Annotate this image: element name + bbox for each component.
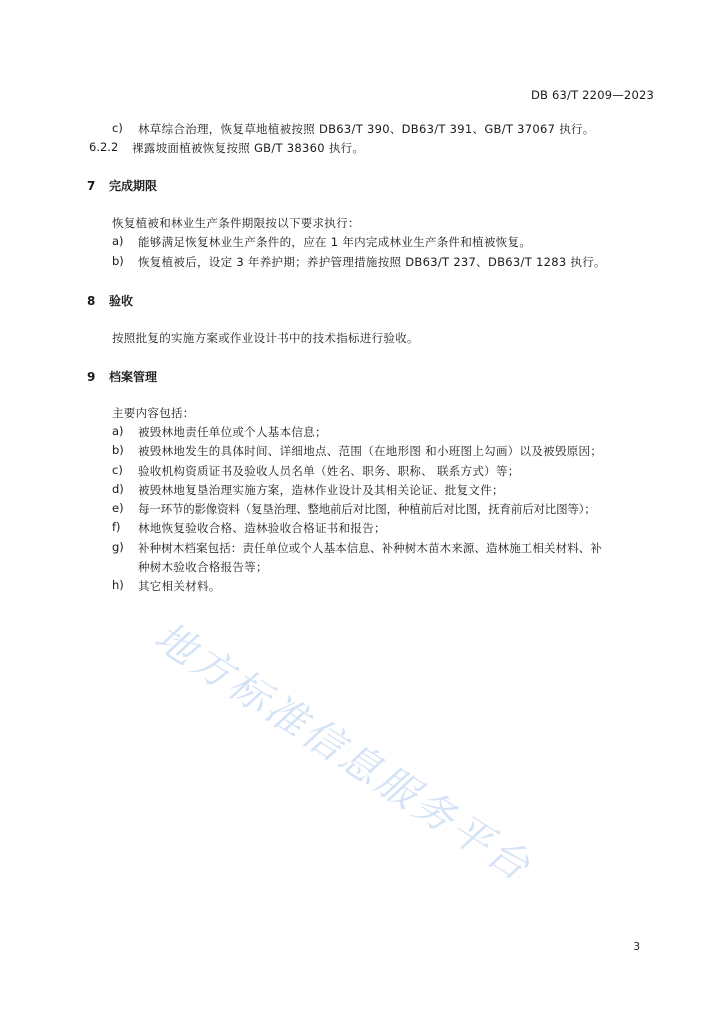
section-8-number: 8 — [87, 294, 96, 308]
item-label-9d: d) — [112, 482, 124, 496]
page-number: 3 — [633, 941, 640, 953]
item-text-9e: 每一环节的影像资料（复垦治理、整地前后对比图，种植前后对比图，抚育前后对比图等）； — [138, 502, 596, 516]
section-8-title: 验收 — [109, 294, 134, 308]
item-text-9b: 被毁林地发生的具体时间、详细地点、范围（在地形图 和小班图上勾画）以及被毁原因； — [138, 444, 603, 458]
section-7-heading — [87, 177, 157, 194]
section-8-text: 按照批复的实施方案或作业设计书中的技术指标进行验收。 — [112, 331, 419, 345]
clause-number-6-2-2: 6.2.2 — [89, 140, 119, 154]
item-text-9g: 补种树木档案包括：责任单位或个人基本信息、补种树木苗木来源、造林施工相关材料、补 — [138, 541, 602, 555]
section-9-title: 档案管理 — [109, 370, 158, 384]
section-9-intro: 主要内容包括： — [112, 406, 195, 420]
item-label-7b: b) — [112, 254, 124, 268]
section-9-number: 9 — [87, 370, 96, 384]
watermark: 地方标准信息服务平台 — [146, 613, 541, 892]
item-text-9d: 被毁林地复垦治理实施方案，造林作业设计及其相关论证、批复文件； — [138, 483, 504, 497]
section-9-heading — [87, 368, 157, 385]
standard-code: DB 63/T 2209—2023 — [530, 88, 654, 102]
section-8-heading — [87, 292, 133, 309]
item-label-9b: b) — [112, 443, 124, 457]
item-label-9g: g) — [112, 540, 124, 554]
item-label-9f: f) — [112, 520, 121, 534]
item-text-9a: 被毁林地责任单位或个人基本信息； — [138, 425, 327, 439]
section-7-title: 完成期限 — [109, 179, 158, 193]
item-label-9a: a) — [112, 424, 124, 438]
item-text-9f: 林地恢复验收合格、造林验收合格证书和报告； — [138, 521, 386, 535]
item-label-9c: c) — [112, 463, 123, 477]
section-7-number: 7 — [87, 179, 96, 193]
item-label-9h: h) — [112, 578, 124, 592]
item-label-7a: a) — [112, 234, 124, 248]
item-text-9h: 其它相关材料。 — [138, 579, 221, 593]
clause-text-6-2-2: 裸露坡面植被恢复按照 GB/T 38360 执行。 — [132, 141, 365, 155]
section-7-intro: 恢复植被和林业生产条件期限按以下要求执行： — [112, 216, 360, 230]
header-rule — [86, 106, 654, 107]
item-label-9e: e) — [112, 501, 124, 515]
item-text-9g-continued: 种树木验收合格报告等； — [138, 560, 268, 574]
item-text-9c: 验收机构资质证书及验收人员名单（姓名、职务、职称、 联系方式）等； — [138, 464, 520, 478]
item-text-7b: 恢复植被后，设定 3 年养护期；养护管理措施按照 DB63/T 237、DB63/T 1283 执行。 — [138, 255, 606, 269]
item-text-6c: 林草综合治理，恢复草地植被按照 DB63/T 390、DB63/T 391、GB/T 37067 执行。 — [138, 122, 595, 136]
item-text-7a: 能够满足恢复林业生产条件的，应在 1 年内完成林业生产条件和植被恢复。 — [138, 235, 532, 249]
item-label-6c: c) — [112, 121, 123, 135]
